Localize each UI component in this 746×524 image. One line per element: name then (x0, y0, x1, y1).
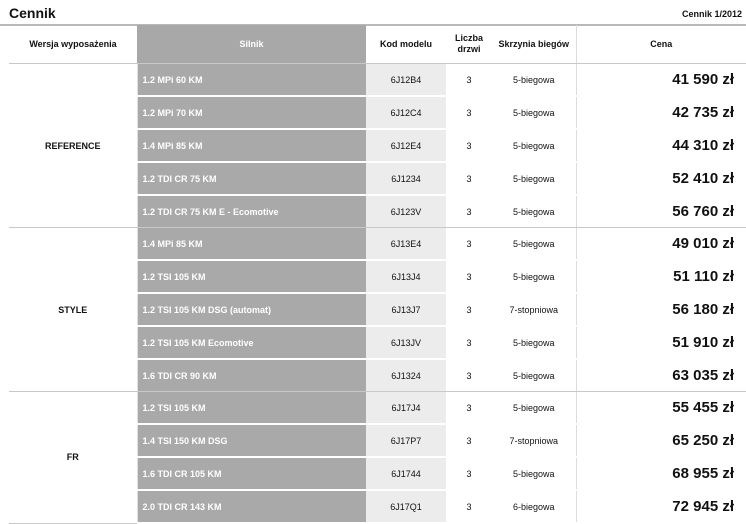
edition-label: Cennik 1/2012 (681, 9, 742, 19)
engine-cell: 1.2 MPi 60 KM (137, 64, 366, 97)
doors-cell: 3 (446, 359, 492, 392)
code-cell: 6J12B4 (366, 64, 446, 97)
doors-cell: 3 (446, 293, 492, 326)
gearbox-cell: 5-biegowa (492, 129, 576, 162)
engine-cell: 1.6 TDI CR 90 KM (137, 359, 366, 392)
gearbox-cell: 5-biegowa (492, 457, 576, 490)
page-header (0, 0, 746, 26)
table-header-row (9, 25, 746, 64)
doors-header-line2: drzwi (457, 44, 481, 54)
doors-cell: 3 (446, 96, 492, 129)
price-table (9, 25, 746, 524)
engine-cell: 1.4 TSI 150 KM DSG (137, 424, 366, 457)
code-cell: 6J123V (366, 195, 446, 228)
table-row (9, 228, 746, 261)
column-header-code: Kod modelu (366, 25, 446, 64)
trim-cell: REFERENCE (9, 64, 137, 228)
engine-cell: 1.2 TSI 105 KM DSG (automat) (137, 293, 366, 326)
price-cell: 72 945 zł (576, 490, 746, 523)
code-cell: 6J13J4 (366, 260, 446, 293)
price-cell: 56 180 zł (576, 293, 746, 326)
page-title: Cennik (9, 5, 56, 21)
gearbox-cell: 5-biegowa (492, 326, 576, 359)
gearbox-cell: 5-biegowa (492, 162, 576, 195)
price-cell: 51 110 zł (576, 260, 746, 293)
code-cell: 6J17Q1 (366, 490, 446, 523)
engine-cell: 1.2 TSI 105 KM (137, 260, 366, 293)
doors-cell: 3 (446, 195, 492, 228)
doors-cell: 3 (446, 162, 492, 195)
doors-cell: 3 (446, 490, 492, 523)
column-header-engine: Silnik (137, 25, 366, 64)
gearbox-cell: 5-biegowa (492, 195, 576, 228)
price-cell: 55 455 zł (576, 392, 746, 425)
doors-cell: 3 (446, 457, 492, 490)
engine-cell: 2.0 TDI CR 143 KM (137, 490, 366, 523)
price-cell: 63 035 zł (576, 359, 746, 392)
gearbox-cell: 5-biegowa (492, 64, 576, 97)
doors-cell: 3 (446, 424, 492, 457)
doors-cell: 3 (446, 64, 492, 97)
gearbox-cell: 5-biegowa (492, 96, 576, 129)
price-cell: 65 250 zł (576, 424, 746, 457)
column-header-doors (446, 25, 492, 64)
price-cell: 41 590 zł (576, 64, 746, 97)
engine-cell: 1.4 MPi 85 KM (137, 228, 366, 261)
column-header-gearbox: Skrzynia biegów (492, 25, 576, 64)
code-cell: 6J13E4 (366, 228, 446, 261)
price-cell: 56 760 zł (576, 195, 746, 228)
engine-cell: 1.2 TSI 105 KM Ecomotive (137, 326, 366, 359)
code-cell: 6J1744 (366, 457, 446, 490)
trim-cell: FR (9, 392, 137, 524)
gearbox-cell: 5-biegowa (492, 260, 576, 293)
table-row (9, 392, 746, 425)
trim-cell: STYLE (9, 228, 137, 392)
price-cell: 68 955 zł (576, 457, 746, 490)
column-header-price: Cena (576, 25, 746, 64)
code-cell: 6J12E4 (366, 129, 446, 162)
code-cell: 6J1234 (366, 162, 446, 195)
gearbox-cell: 5-biegowa (492, 228, 576, 261)
engine-cell: 1.6 TDI CR 105 KM (137, 457, 366, 490)
engine-cell: 1.2 TSI 105 KM (137, 392, 366, 425)
gearbox-cell: 5-biegowa (492, 359, 576, 392)
price-cell: 49 010 zł (576, 228, 746, 261)
price-cell: 51 910 zł (576, 326, 746, 359)
engine-cell: 1.2 TDI CR 75 KM (137, 162, 366, 195)
gearbox-cell: 5-biegowa (492, 392, 576, 425)
code-cell: 6J13JV (366, 326, 446, 359)
doors-cell: 3 (446, 129, 492, 162)
gearbox-cell: 7-stopniowa (492, 424, 576, 457)
doors-cell: 3 (446, 260, 492, 293)
gearbox-cell: 7-stopniowa (492, 293, 576, 326)
column-header-trim: Wersja wyposażenia (9, 25, 137, 64)
engine-cell: 1.2 TDI CR 75 KM E - Ecomotive (137, 195, 366, 228)
price-cell: 44 310 zł (576, 129, 746, 162)
code-cell: 6J1324 (366, 359, 446, 392)
gearbox-cell: 6-biegowa (492, 490, 576, 523)
engine-cell: 1.4 MPi 85 KM (137, 129, 366, 162)
code-cell: 6J13J7 (366, 293, 446, 326)
doors-cell: 3 (446, 326, 492, 359)
table-row (9, 64, 746, 97)
price-cell: 52 410 zł (576, 162, 746, 195)
code-cell: 6J17P7 (366, 424, 446, 457)
code-cell: 6J17J4 (366, 392, 446, 425)
doors-cell: 3 (446, 392, 492, 425)
doors-cell: 3 (446, 228, 492, 261)
engine-cell: 1.2 MPi 70 KM (137, 96, 366, 129)
price-cell: 42 735 zł (576, 96, 746, 129)
doors-header-line1: Liczba (454, 33, 483, 43)
code-cell: 6J12C4 (366, 96, 446, 129)
